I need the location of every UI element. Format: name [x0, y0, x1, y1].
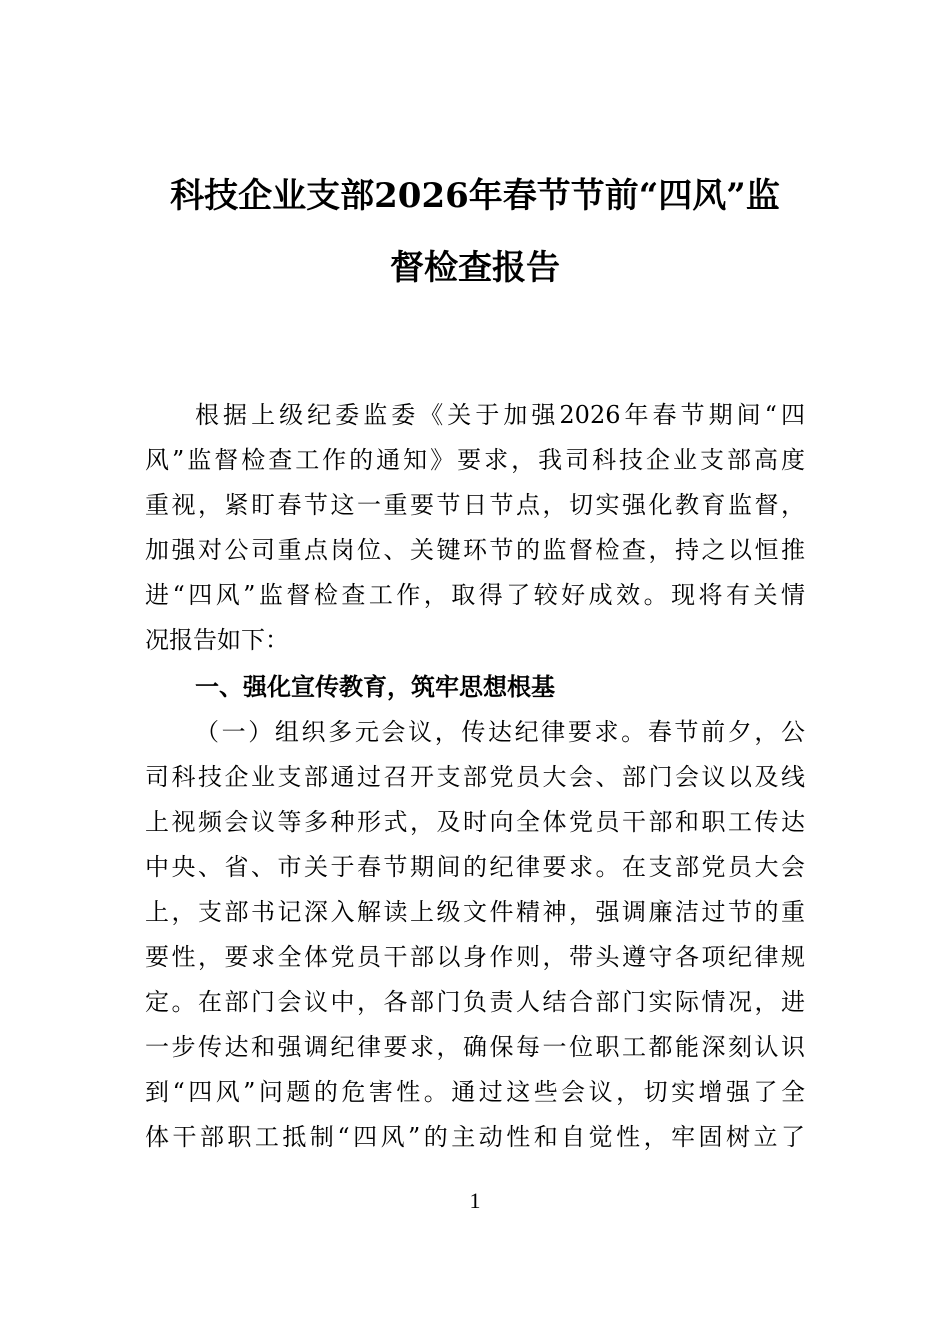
text-line: 根据上级纪委监委《关于加强2026年春节期间“四	[195, 401, 805, 429]
text-line: 加强对公司重点岗位、关键环节的监督检查，持之以恒推	[145, 536, 805, 564]
page-number: 1	[469, 1188, 481, 1213]
text-line: 到“四风”问题的危害性。通过这些会议，切实增强了全	[145, 1078, 805, 1106]
text-line: 上，支部书记深入解读上级文件精神，强调廉洁过节的重	[145, 898, 805, 926]
text-line: （一）组织多元会议，传达纪律要求。春节前夕，公	[195, 718, 805, 746]
text-line: 一步传达和强调纪律要求，确保每一位职工都能深刻认识	[145, 1033, 805, 1061]
text-line: 况报告如下：	[145, 626, 289, 654]
document-title-line-1: 科技企业支部2026年春节节前“四风”监	[170, 176, 780, 216]
text-line: 上视频会议等多种形式，及时向全体党员干部和职工传达	[145, 808, 805, 836]
text-line: 风”监督检查工作的通知》要求，我司科技企业支部高度	[145, 446, 805, 474]
text-line: 司科技企业支部通过召开支部党员大会、部门会议以及线	[145, 763, 805, 791]
text-line: 要性，要求全体党员干部以身作则，带头遵守各项纪律规	[145, 943, 805, 971]
text-line: 中央、省、市关于春节期间的纪律要求。在支部党员大会	[145, 853, 805, 881]
section-heading: 一、强化宣传教育，筑牢思想根基	[195, 673, 555, 701]
text-line: 重视，紧盯春节这一重要节日节点，切实强化教育监督，	[145, 491, 805, 519]
text-line: 进“四风”监督检查工作，取得了较好成效。现将有关情	[145, 581, 805, 609]
text-line: 定。在部门会议中，各部门负责人结合部门实际情况，进	[145, 988, 805, 1016]
document-title-line-2: 督检查报告	[390, 248, 560, 288]
text-line: 体干部职工抵制“四风”的主动性和自觉性，牢固树立了	[145, 1123, 805, 1151]
